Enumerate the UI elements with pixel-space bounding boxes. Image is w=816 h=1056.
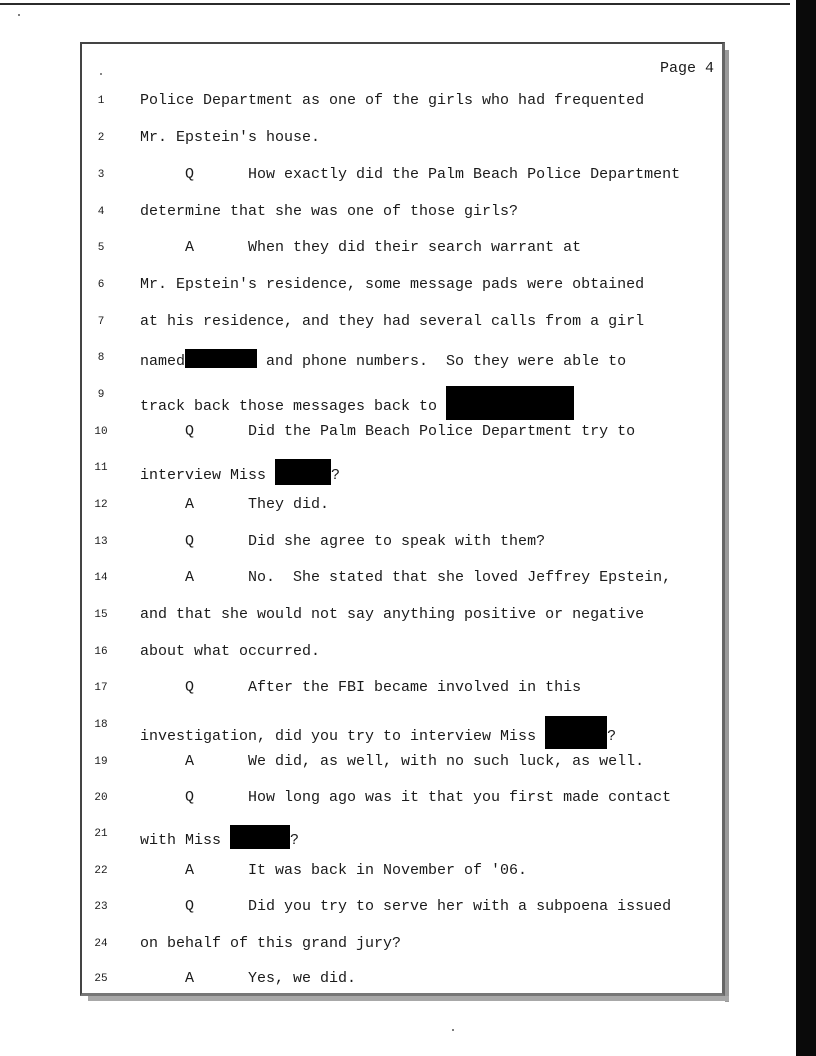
- line-text: A No. She stated that she loved Jeffrey Epstein,: [140, 569, 672, 586]
- transcript-line: [0, 825, 790, 849]
- transcript-line: [0, 789, 790, 809]
- transcript-line: [0, 753, 790, 773]
- line-number: 10: [94, 426, 108, 438]
- line-number: 8: [97, 352, 105, 364]
- line-text: Q Did the Palm Beach Police Department try to: [140, 423, 636, 440]
- transcript-line: [0, 862, 790, 882]
- transcript-line: [0, 129, 790, 149]
- frame-shadow: [725, 50, 729, 1002]
- transcript-line: [0, 935, 790, 955]
- line-number: 18: [94, 719, 108, 731]
- line-text-part: and phone numbers. So they were able to: [257, 353, 627, 370]
- transcript-line: [0, 898, 790, 918]
- transcript-line: [0, 606, 790, 626]
- redaction-box: [446, 386, 574, 420]
- line-text: at his residence, and they had several calls from a girl: [140, 313, 645, 330]
- transcript-line: [0, 92, 790, 112]
- scan-speck: [452, 1029, 454, 1031]
- line-text: about what occurred.: [140, 643, 321, 660]
- transcript-line: [0, 423, 790, 443]
- transcript-line: [0, 166, 790, 186]
- line-text: Mr. Epstein's residence, some message pads were obtained: [140, 276, 645, 293]
- frame-shadow: [88, 996, 729, 1001]
- transcript-line: [0, 643, 790, 663]
- line-text: A When they did their search warrant at: [140, 239, 582, 256]
- scan-top-rule: [0, 3, 790, 5]
- line-text: on behalf of this grand jury?: [140, 935, 402, 952]
- line-number: 1: [97, 95, 105, 107]
- line-text-part: interview Miss: [140, 467, 267, 484]
- line-number: 23: [94, 901, 108, 913]
- line-text-part: ?: [290, 832, 300, 849]
- transcript-line: [0, 313, 790, 333]
- line-text-part: track back those messages back to: [140, 398, 438, 415]
- line-text: [140, 459, 340, 485]
- line-text: Q How long ago was it that you first made contact: [140, 789, 672, 806]
- line-number: 13: [94, 536, 108, 548]
- line-number: 14: [94, 572, 108, 584]
- line-text: A Yes, we did.: [140, 970, 357, 987]
- line-text-part: named: [140, 353, 186, 370]
- transcript-line: [0, 679, 790, 699]
- transcript-line: [0, 386, 790, 415]
- scan-edge-bar: [796, 0, 816, 1056]
- redaction-box: [275, 459, 331, 485]
- transcript-line: [0, 716, 790, 745]
- page-number: Page 4: [659, 60, 714, 77]
- line-text: Mr. Epstein's house.: [140, 129, 321, 146]
- line-number: 22: [94, 865, 108, 877]
- line-text: and that she would not say anything positive or negative: [140, 606, 645, 623]
- line-text: [140, 716, 616, 749]
- line-number: 9: [97, 389, 105, 401]
- line-text: Q How exactly did the Palm Beach Police Department: [140, 166, 681, 183]
- transcript-line: [0, 203, 790, 223]
- scan-speck: [100, 73, 102, 75]
- line-number: 20: [94, 792, 108, 804]
- line-text: determine that she was one of those girls?: [140, 203, 519, 220]
- transcript-line: [0, 496, 790, 516]
- line-text: Q After the FBI became involved in this: [140, 679, 582, 696]
- transcript-line: [0, 970, 790, 990]
- line-text-part: investigation, did you try to interview Miss: [140, 728, 537, 745]
- line-number: 7: [97, 316, 105, 328]
- line-number: 11: [94, 462, 108, 474]
- transcript-line: [0, 276, 790, 296]
- line-number: 15: [94, 609, 108, 621]
- line-number: 6: [97, 279, 105, 291]
- scan-speck: [18, 14, 20, 16]
- line-number: 12: [94, 499, 108, 511]
- transcript-line: [0, 569, 790, 589]
- transcript-line: [0, 239, 790, 259]
- line-number: 17: [94, 682, 108, 694]
- line-text: Q Did you try to serve her with a subpoena issued: [140, 898, 672, 915]
- line-text-part: with Miss: [140, 832, 222, 849]
- line-text: [140, 386, 574, 420]
- line-text: [140, 349, 626, 370]
- line-number: 25: [94, 973, 108, 985]
- line-text: A They did.: [140, 496, 330, 513]
- transcript-line: [0, 459, 790, 484]
- redaction-box: [230, 825, 290, 849]
- transcript-line: [0, 349, 790, 369]
- line-number: 3: [97, 169, 105, 181]
- line-text: A We did, as well, with no such luck, as well.: [140, 753, 645, 770]
- line-number: 21: [94, 828, 108, 840]
- line-text: [140, 825, 299, 849]
- line-text: Q Did she agree to speak with them?: [140, 533, 546, 550]
- redaction-box: [185, 349, 257, 368]
- transcript-line: [0, 533, 790, 553]
- line-number: 16: [94, 646, 108, 658]
- line-number: 19: [94, 756, 108, 768]
- redaction-box: [545, 716, 607, 749]
- line-text-part: ?: [331, 467, 341, 484]
- line-text-part: ?: [607, 728, 617, 745]
- line-number: 24: [94, 938, 108, 950]
- line-number: 5: [97, 242, 105, 254]
- line-number: 2: [97, 132, 105, 144]
- line-number: 4: [97, 206, 105, 218]
- line-text: Police Department as one of the girls who had frequented: [140, 92, 645, 109]
- line-text: A It was back in November of '06.: [140, 862, 528, 879]
